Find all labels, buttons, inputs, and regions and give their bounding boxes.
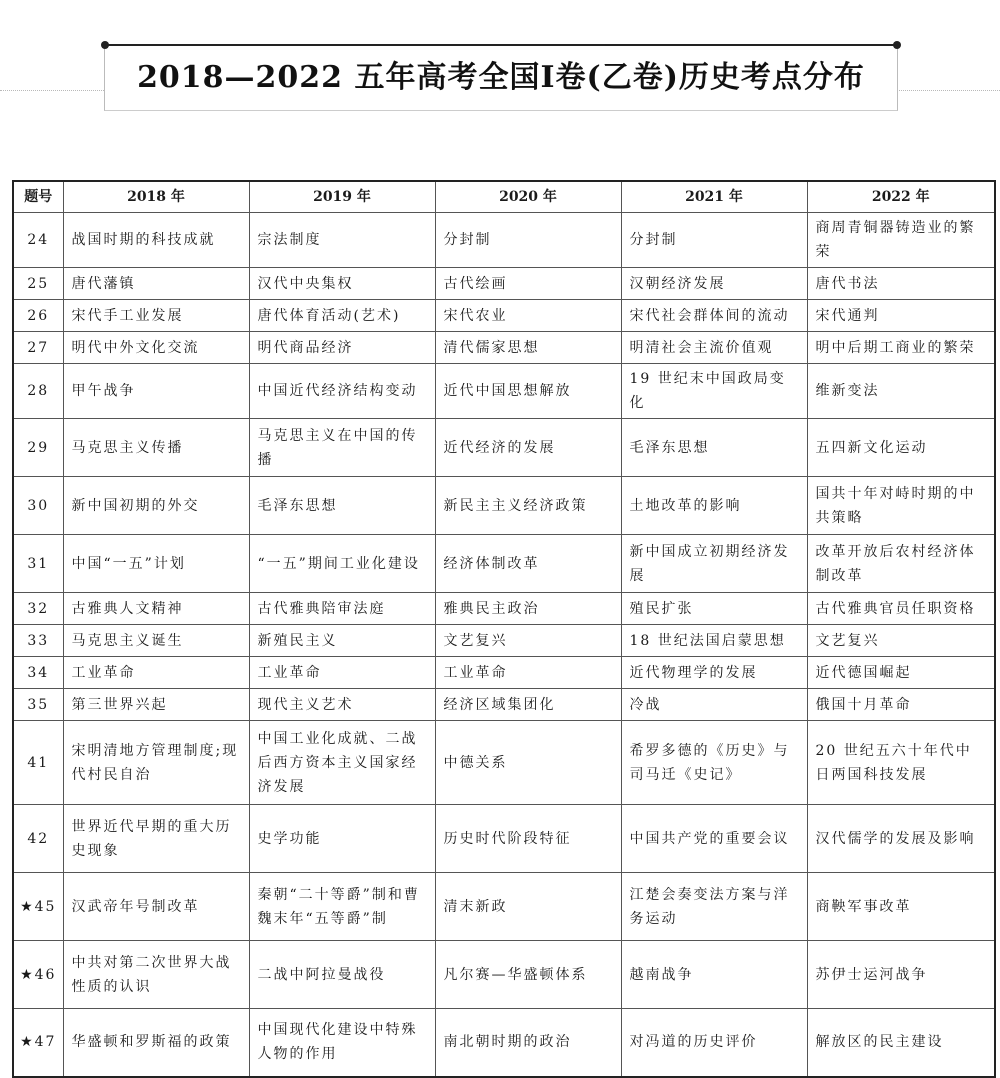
topic-2022-cell: 近代德国崛起 bbox=[807, 657, 995, 689]
topic-2020-cell: 清代儒家思想 bbox=[435, 332, 621, 364]
topic-2018-cell: 新中国初期的外交 bbox=[63, 477, 249, 535]
question-no-cell: 27 bbox=[13, 332, 63, 364]
topic-2018-cell: 宋代手工业发展 bbox=[63, 300, 249, 332]
topic-2020-cell: 近代经济的发展 bbox=[435, 419, 621, 477]
table-row bbox=[13, 657, 995, 689]
question-no-cell: 34 bbox=[13, 657, 63, 689]
topic-2020-cell: 经济体制改革 bbox=[435, 535, 621, 593]
topic-2018-cell: 唐代藩镇 bbox=[63, 268, 249, 300]
topic-2020-cell: 文艺复兴 bbox=[435, 625, 621, 657]
title-box bbox=[104, 44, 898, 111]
topic-2021-cell: 土地改革的影响 bbox=[621, 477, 807, 535]
topic-2020-cell: 经济区域集团化 bbox=[435, 689, 621, 721]
topic-2022-cell: 唐代书法 bbox=[807, 268, 995, 300]
question-no-cell: ★46 bbox=[13, 941, 63, 1009]
topic-2018-cell: 马克思主义传播 bbox=[63, 419, 249, 477]
topic-2019-cell: 现代主义艺术 bbox=[249, 689, 435, 721]
table-row bbox=[13, 625, 995, 657]
table-row bbox=[13, 1009, 995, 1077]
question-no-cell: ★45 bbox=[13, 873, 63, 941]
topic-2019-cell: 汉代中央集权 bbox=[249, 268, 435, 300]
table-row bbox=[13, 477, 995, 535]
topic-2020-cell: 清末新政 bbox=[435, 873, 621, 941]
topic-2022-cell: 改革开放后农村经济体制改革 bbox=[807, 535, 995, 593]
topic-2018-cell: 中国“一五”计划 bbox=[63, 535, 249, 593]
topic-2021-cell: 18 世纪法国启蒙思想 bbox=[621, 625, 807, 657]
topic-2021-cell: 汉朝经济发展 bbox=[621, 268, 807, 300]
header-cell-2021: 2021 年 bbox=[621, 181, 807, 213]
topic-2018-cell: 华盛顿和罗斯福的政策 bbox=[63, 1009, 249, 1077]
topic-2021-cell: 越南战争 bbox=[621, 941, 807, 1009]
table-row bbox=[13, 535, 995, 593]
topic-2021-cell: 中国共产党的重要会议 bbox=[621, 805, 807, 873]
topic-2018-cell: 宋明清地方管理制度;现代村民自治 bbox=[63, 721, 249, 805]
table-row bbox=[13, 805, 995, 873]
topic-2018-cell: 中共对第二次世界大战性质的认识 bbox=[63, 941, 249, 1009]
topic-2020-cell: 历史时代阶段特征 bbox=[435, 805, 621, 873]
topic-2018-cell: 甲午战争 bbox=[63, 364, 249, 419]
topic-2021-cell: 殖民扩张 bbox=[621, 593, 807, 625]
topic-2020-cell: 雅典民主政治 bbox=[435, 593, 621, 625]
question-no-cell: 35 bbox=[13, 689, 63, 721]
question-no-cell: 33 bbox=[13, 625, 63, 657]
table-row bbox=[13, 300, 995, 332]
topic-2019-cell: 马克思主义在中国的传播 bbox=[249, 419, 435, 477]
topic-2019-cell: 古代雅典陪审法庭 bbox=[249, 593, 435, 625]
topic-2020-cell: 古代绘画 bbox=[435, 268, 621, 300]
question-no-cell: 29 bbox=[13, 419, 63, 477]
topic-2022-cell: 苏伊士运河战争 bbox=[807, 941, 995, 1009]
title-band bbox=[0, 0, 1000, 130]
topic-2019-cell: 中国工业化成就、二战后西方资本主义国家经济发展 bbox=[249, 721, 435, 805]
topic-2020-cell: 宋代农业 bbox=[435, 300, 621, 332]
header-cell-2022: 2022 年 bbox=[807, 181, 995, 213]
topic-2019-cell: 工业革命 bbox=[249, 657, 435, 689]
topic-2021-cell: 宋代社会群体间的流动 bbox=[621, 300, 807, 332]
topic-2022-cell: 解放区的民主建设 bbox=[807, 1009, 995, 1077]
topic-2019-cell: 中国近代经济结构变动 bbox=[249, 364, 435, 419]
question-no-cell: 32 bbox=[13, 593, 63, 625]
topic-2021-cell: 毛泽东思想 bbox=[621, 419, 807, 477]
topic-2020-cell: 凡尔赛—华盛顿体系 bbox=[435, 941, 621, 1009]
header-cell-2019: 2019 年 bbox=[249, 181, 435, 213]
topic-2018-cell: 古雅典人文精神 bbox=[63, 593, 249, 625]
topic-2021-cell: 对冯道的历史评价 bbox=[621, 1009, 807, 1077]
topic-2022-cell: 商鞅军事改革 bbox=[807, 873, 995, 941]
table-row bbox=[13, 268, 995, 300]
table-row bbox=[13, 419, 995, 477]
topic-2021-cell: 近代物理学的发展 bbox=[621, 657, 807, 689]
topic-2018-cell: 工业革命 bbox=[63, 657, 249, 689]
topic-2019-cell: 中国现代化建设中特殊人物的作用 bbox=[249, 1009, 435, 1077]
topic-2020-cell: 南北朝时期的政治 bbox=[435, 1009, 621, 1077]
topic-2018-cell: 汉武帝年号制改革 bbox=[63, 873, 249, 941]
question-no-cell: 31 bbox=[13, 535, 63, 593]
table-row bbox=[13, 593, 995, 625]
question-no-cell: 25 bbox=[13, 268, 63, 300]
question-no-cell: 28 bbox=[13, 364, 63, 419]
table-row bbox=[13, 941, 995, 1009]
topic-2018-cell: 战国时期的科技成就 bbox=[63, 213, 249, 268]
topic-2022-cell: 维新变法 bbox=[807, 364, 995, 419]
topic-2022-cell: 国共十年对峙时期的中共策略 bbox=[807, 477, 995, 535]
topic-2021-cell: 江楚会奏变法方案与洋务运动 bbox=[621, 873, 807, 941]
page-title: 2018—2022 五年高考全国Ⅰ卷(乙卷)历史考点分布 bbox=[137, 60, 865, 95]
topic-2022-cell: 文艺复兴 bbox=[807, 625, 995, 657]
topic-2019-cell: 二战中阿拉曼战役 bbox=[249, 941, 435, 1009]
question-no-cell: 30 bbox=[13, 477, 63, 535]
topic-2020-cell: 新民主主义经济政策 bbox=[435, 477, 621, 535]
question-no-cell: 24 bbox=[13, 213, 63, 268]
topic-2021-cell: 冷战 bbox=[621, 689, 807, 721]
topic-2018-cell: 马克思主义诞生 bbox=[63, 625, 249, 657]
header-cell-2020: 2020 年 bbox=[435, 181, 621, 213]
topic-2018-cell: 明代中外文化交流 bbox=[63, 332, 249, 364]
topic-2022-cell: 20 世纪五六十年代中日两国科技发展 bbox=[807, 721, 995, 805]
topic-2022-cell: 五四新文化运动 bbox=[807, 419, 995, 477]
question-no-cell: 26 bbox=[13, 300, 63, 332]
topic-2022-cell: 俄国十月革命 bbox=[807, 689, 995, 721]
topic-2020-cell: 近代中国思想解放 bbox=[435, 364, 621, 419]
topic-2019-cell: 秦朝“二十等爵”制和曹魏末年“五等爵”制 bbox=[249, 873, 435, 941]
table-row bbox=[13, 364, 995, 419]
header-row bbox=[13, 181, 995, 213]
header-cell-2018: 2018 年 bbox=[63, 181, 249, 213]
exam-topic-table bbox=[12, 180, 996, 1078]
header-cell-question-no: 题号 bbox=[13, 181, 63, 213]
topic-2018-cell: 第三世界兴起 bbox=[63, 689, 249, 721]
table-container bbox=[12, 180, 994, 1078]
table-body bbox=[13, 213, 995, 1077]
table-row bbox=[13, 873, 995, 941]
topic-2021-cell: 明清社会主流价值观 bbox=[621, 332, 807, 364]
topic-2020-cell: 中德关系 bbox=[435, 721, 621, 805]
topic-2019-cell: 新殖民主义 bbox=[249, 625, 435, 657]
question-no-cell: 42 bbox=[13, 805, 63, 873]
topic-2019-cell: 史学功能 bbox=[249, 805, 435, 873]
topic-2022-cell: 古代雅典官员任职资格 bbox=[807, 593, 995, 625]
table-row bbox=[13, 721, 995, 805]
topic-2021-cell: 分封制 bbox=[621, 213, 807, 268]
topic-2019-cell: “一五”期间工业化建设 bbox=[249, 535, 435, 593]
topic-2019-cell: 唐代体育活动(艺术) bbox=[249, 300, 435, 332]
topic-2021-cell: 新中国成立初期经济发展 bbox=[621, 535, 807, 593]
table-row bbox=[13, 332, 995, 364]
topic-2020-cell: 工业革命 bbox=[435, 657, 621, 689]
topic-2019-cell: 宗法制度 bbox=[249, 213, 435, 268]
topic-2021-cell: 希罗多德的《历史》与司马迁《史记》 bbox=[621, 721, 807, 805]
table-row bbox=[13, 213, 995, 268]
question-no-cell: ★47 bbox=[13, 1009, 63, 1077]
question-no-cell: 41 bbox=[13, 721, 63, 805]
topic-2019-cell: 毛泽东思想 bbox=[249, 477, 435, 535]
topic-2022-cell: 宋代通判 bbox=[807, 300, 995, 332]
topic-2022-cell: 商周青铜器铸造业的繁荣 bbox=[807, 213, 995, 268]
table-row bbox=[13, 689, 995, 721]
topic-2022-cell: 汉代儒学的发展及影响 bbox=[807, 805, 995, 873]
topic-2018-cell: 世界近代早期的重大历史现象 bbox=[63, 805, 249, 873]
topic-2019-cell: 明代商品经济 bbox=[249, 332, 435, 364]
topic-2021-cell: 19 世纪末中国政局变化 bbox=[621, 364, 807, 419]
topic-2022-cell: 明中后期工商业的繁荣 bbox=[807, 332, 995, 364]
topic-2020-cell: 分封制 bbox=[435, 213, 621, 268]
